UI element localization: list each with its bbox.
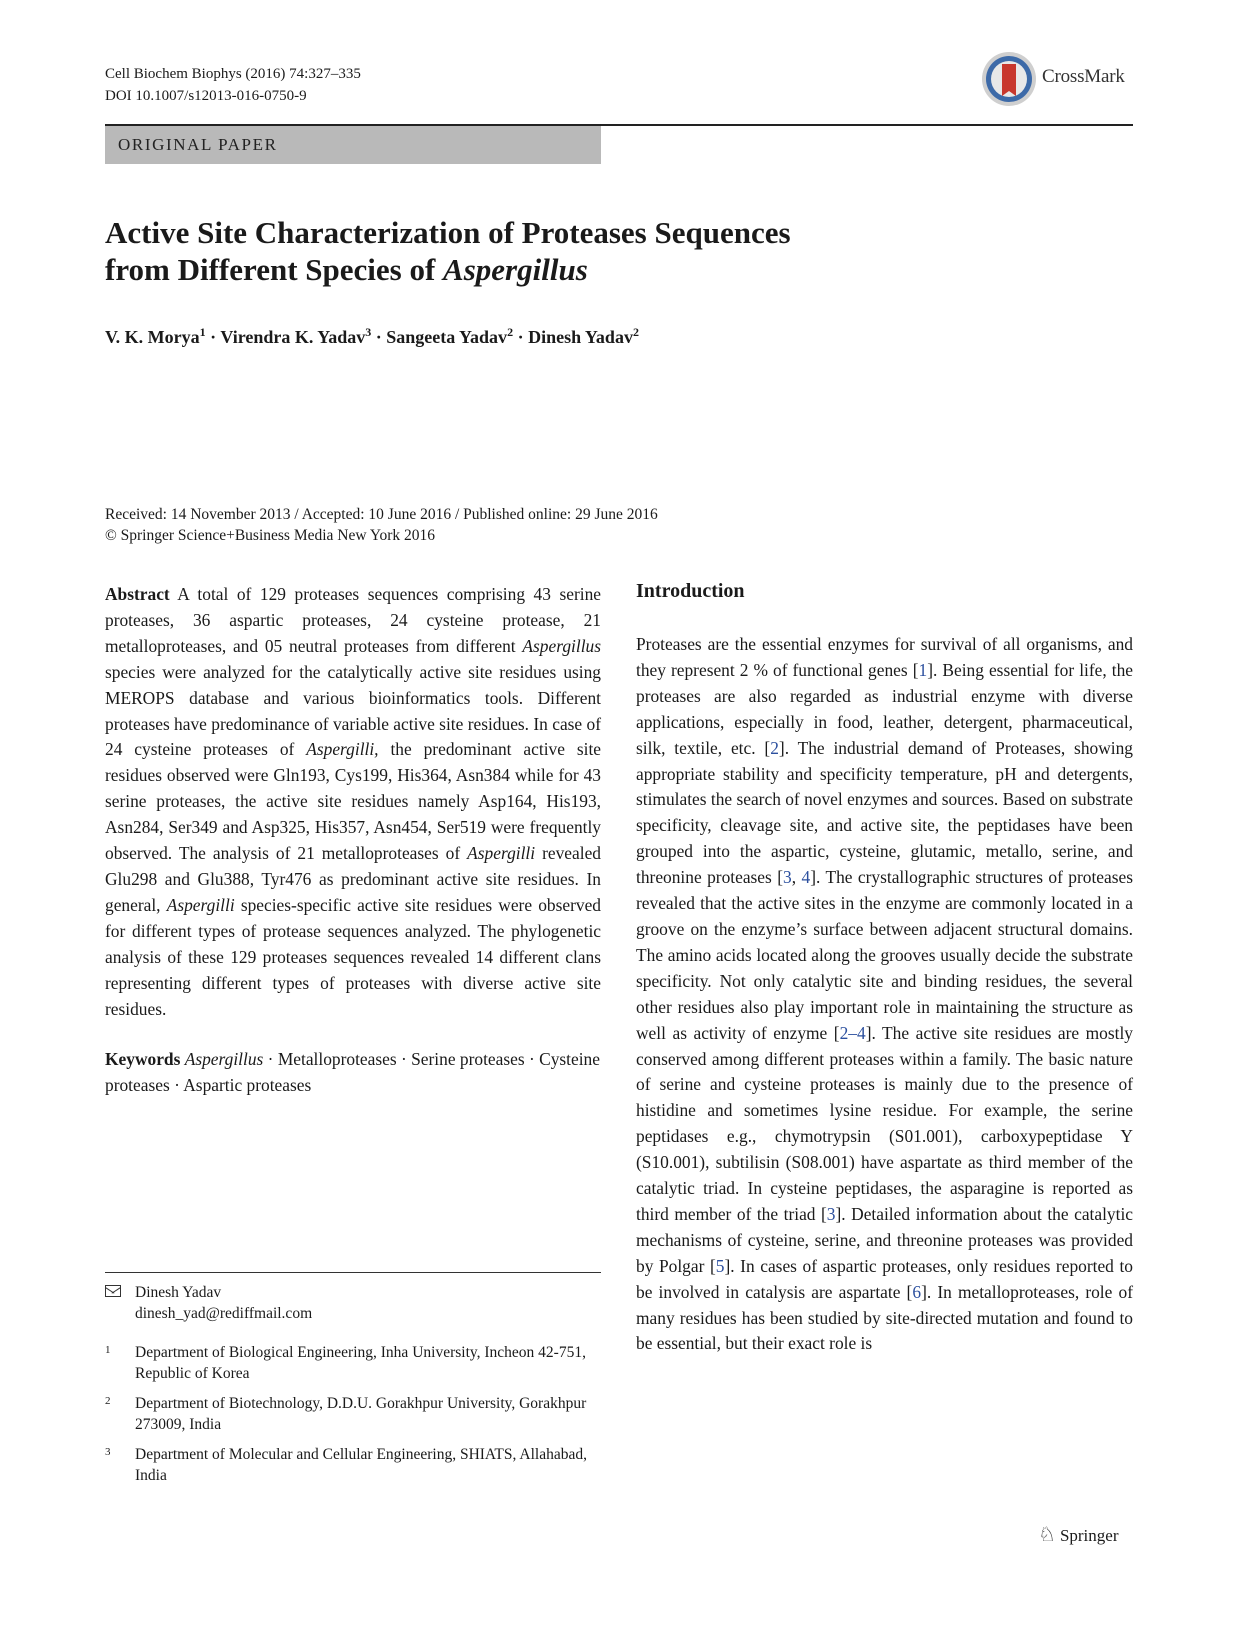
italic-term: Aspergilli bbox=[467, 843, 536, 864]
author-separator: · bbox=[205, 327, 221, 347]
affiliation-2 bbox=[105, 1393, 605, 1437]
keyword-separator: · bbox=[169, 1075, 184, 1096]
introduction-paragraph bbox=[636, 632, 1133, 1357]
citation-link[interactable]: 2 bbox=[770, 737, 779, 758]
citation-link[interactable]: 3 bbox=[783, 867, 792, 888]
text-run: ]. Being essential for life, the proteases are also regarded as industrial enzyme with diverse applications, especially in food, leather, detergent, pharmaceutical, silk, textile, etc. [ bbox=[636, 659, 1133, 758]
publisher-logo bbox=[1038, 1522, 1118, 1547]
keywords-label: Keywords bbox=[105, 1049, 181, 1070]
crossmark-badge[interactable] bbox=[980, 50, 1142, 108]
title-line-2 bbox=[105, 251, 1005, 288]
title-line-2-text: from Different Species of bbox=[105, 252, 444, 287]
corresponding-author: Dinesh Yadav bbox=[135, 1284, 222, 1301]
abstract-paragraph bbox=[105, 582, 601, 1022]
keywords-paragraph bbox=[105, 1047, 601, 1099]
affiliation-text: Department of Biological Engineering, Inha University, Incheon 42-751, Republic of Korea bbox=[135, 1344, 586, 1382]
text-run: ]. The active site residues are mostly conserved among different proteases within a family. The basic nature of serine and cysteine proteases is mainly due to the presence of histidine and sometimes lysine residue. For example, the serine peptidases e.g., chymotrypsin (S01.001), carboxypeptidase Y (S10.001), subtilisin (S08.001) have aspartate as third member of the catalytic triad. In cysteine peptidases, the asparagine is reported as third member of the triad [ bbox=[636, 1022, 1133, 1224]
abstract-label: Abstract bbox=[105, 584, 170, 604]
title-line-2-genus: Aspergillus bbox=[443, 252, 588, 287]
paper-title bbox=[105, 214, 1005, 288]
affiliation-text: Department of Biotechnology, D.D.U. Gorakhpur University, Gorakhpur 273009, India bbox=[135, 1395, 587, 1433]
author-affiliation-number: 3 bbox=[365, 325, 372, 339]
publisher-name: Springer bbox=[1059, 1526, 1119, 1545]
author-affiliation-number: 1 bbox=[199, 325, 206, 339]
corresponding-email[interactable]: dinesh_yad@rediffmail.com bbox=[135, 1305, 313, 1322]
affiliation-number: 2 bbox=[105, 1395, 111, 1407]
text-run: species were analyzed for the catalytically active site residues using MEROPS database and various bioinformatics tools. Different proteases have predominance of variable active site residues. In case of 24 cysteine proteases of bbox=[105, 661, 601, 760]
section-type-band bbox=[105, 126, 601, 164]
italic-term: Aspergillus bbox=[522, 635, 601, 656]
abstract-section bbox=[105, 582, 601, 1099]
copyright-line: © Springer Science+Business Media New York 2016 bbox=[105, 527, 436, 544]
author-name[interactable]: Virendra K. Yadav bbox=[220, 327, 366, 347]
citation-link[interactable]: 2–4 bbox=[839, 1022, 866, 1043]
affiliation-number: 1 bbox=[105, 1344, 111, 1356]
doi[interactable]: DOI 10.1007/s12013-016-0750-9 bbox=[105, 88, 307, 104]
author-affiliation-number: 2 bbox=[632, 325, 639, 339]
affiliation-3 bbox=[105, 1444, 605, 1488]
text-run: ]. Detailed information about the catalytic mechanisms of cysteine, serine, and threonine proteases was provided by Polgar [ bbox=[636, 1203, 1133, 1276]
keyword: Metalloproteases bbox=[277, 1049, 397, 1070]
text-run: A total of 129 proteases sequences comprising 43 serine proteases, 36 aspartic proteases, 24 cysteine protease, 21 metalloproteases, and 05 neutral proteases from different bbox=[105, 584, 601, 656]
author-name[interactable]: Dinesh Yadav bbox=[528, 327, 633, 347]
springer-horse-icon: ♘ bbox=[1038, 1524, 1056, 1546]
author-separator: · bbox=[513, 327, 529, 347]
correspondence-block bbox=[105, 1282, 605, 1326]
affiliation-number: 3 bbox=[105, 1446, 111, 1458]
footnote-rule bbox=[105, 1272, 601, 1273]
title-line-1: Active Site Characterization of Proteases Sequences bbox=[105, 215, 791, 250]
citation-link[interactable]: 1 bbox=[918, 659, 928, 680]
text-run: ]. In cases of aspartic proteases, only residues reported to be involved in catalysis are aspartate [ bbox=[636, 1255, 1133, 1302]
keyword-separator: · bbox=[396, 1049, 412, 1070]
text-run: ]. In metalloproteases, role of many residues has been studied by site-directed mutation and found to be essential, but their exact role is bbox=[636, 1281, 1133, 1354]
author-name[interactable]: V. K. Morya bbox=[105, 327, 200, 347]
article-dates: Received: 14 November 2013 / Accepted: 10 June 2016 / Published online: 29 June 2016 bbox=[105, 506, 658, 523]
italic-term: Aspergilli, bbox=[306, 739, 379, 760]
introduction-heading: Introduction bbox=[636, 580, 745, 602]
affiliation-1 bbox=[105, 1342, 605, 1386]
citation-link[interactable]: 6 bbox=[912, 1281, 922, 1302]
keyword-separator: · bbox=[524, 1049, 540, 1070]
author-affiliation-number: 2 bbox=[507, 325, 514, 339]
text-run: ]. The industrial demand of Proteases, showing appropriate stability and specificity temperature, pH and detergents, stimulates the search of novel enzymes and sources. Based on substrate specificity, cleavage site, and active site, the peptidases have been grouped into the aspartic, cysteine, glutamic, metallo, serine, and threonine proteases [ bbox=[636, 737, 1133, 888]
text-run: , bbox=[791, 867, 802, 888]
keyword: Aspergillus bbox=[184, 1049, 264, 1070]
citation-link[interactable]: 3 bbox=[826, 1203, 836, 1224]
crossmark-label: CrossMark bbox=[1042, 66, 1125, 87]
keyword: Serine proteases bbox=[411, 1049, 525, 1070]
text-run: species-specific active site residues were observed for different types of protease sequences analyzed. The phylogenetic analysis of these 129 proteases sequences revealed 14 different clans representing different types of proteases with diverse active site residues. bbox=[105, 894, 601, 1019]
italic-term: Aspergilli bbox=[166, 894, 235, 915]
citation-link[interactable]: 4 bbox=[801, 867, 811, 888]
crossmark-icon bbox=[980, 50, 1038, 108]
envelope-icon bbox=[105, 1285, 121, 1297]
text-run: revealed Glu298 and Glu388, Tyr476 as predominant active site residues. In general, bbox=[105, 843, 601, 915]
text-run: Proteases are the essential enzymes for survival of all organisms, and they represent 2 % of functional genes [ bbox=[636, 634, 1133, 680]
keyword: Aspartic proteases bbox=[183, 1075, 312, 1096]
journal-citation: Cell Biochem Biophys (2016) 74:327–335 bbox=[105, 66, 361, 82]
keyword: Cysteine proteases bbox=[105, 1049, 600, 1096]
citation-link[interactable]: 5 bbox=[715, 1255, 725, 1276]
author-name[interactable]: Sangeeta Yadav bbox=[386, 327, 508, 347]
text-run: ]. The crystallographic structures of proteases revealed that the active sites in the enzyme are commonly located in a groove on the enzyme’s surface between adjacent structural domains. The amino acids located along the grooves usually decide the substrate specificity. Not only catalytic site and binding residues, the several other residues also play important role in maintaining the structure as well as activity of enzyme [ bbox=[636, 867, 1133, 1043]
article-history bbox=[105, 504, 658, 546]
author-separator: · bbox=[371, 327, 387, 347]
keyword-separator: · bbox=[263, 1049, 278, 1070]
section-type-label: ORIGINAL PAPER bbox=[118, 135, 278, 154]
author-list bbox=[105, 325, 639, 348]
affiliation-text: Department of Molecular and Cellular Engineering, SHIATS, Allahabad, India bbox=[135, 1446, 587, 1484]
text-run: the predominant active site residues observed were Gln193, Cys199, His364, Asn384 while for 43 serine proteases, the active site residues namely Asp164, His193, Asn284, Ser349 and Asp325, His357, Asn454, Ser519 were frequently observed. The analysis of 21 metalloproteases of bbox=[105, 739, 602, 864]
